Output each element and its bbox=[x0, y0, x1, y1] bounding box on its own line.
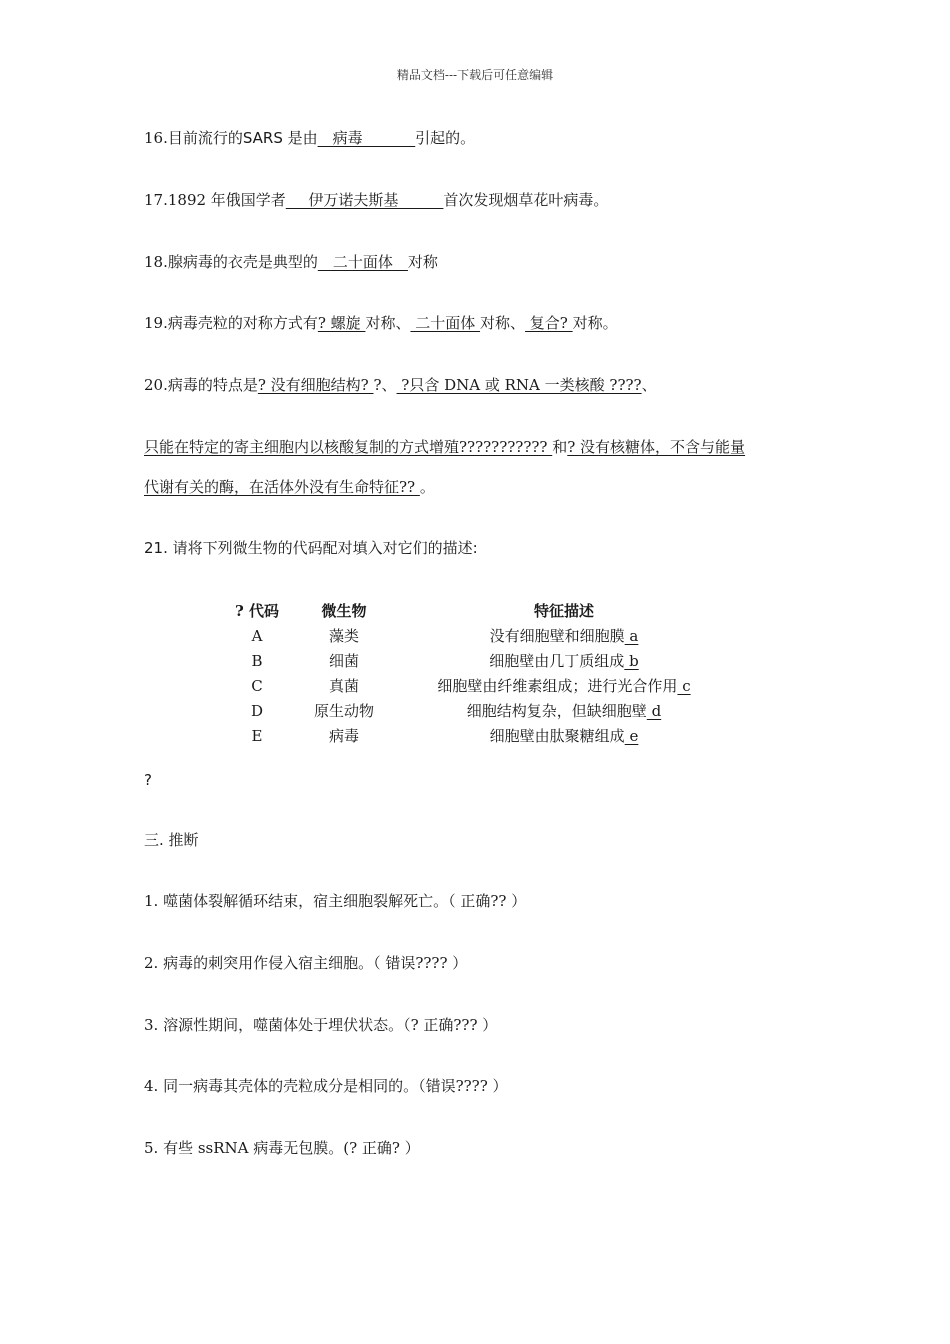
desc-answer: b bbox=[624, 652, 639, 670]
row-description bbox=[394, 623, 734, 648]
table-row bbox=[220, 698, 734, 723]
q20-answer-5-cont: 代谢有关的酶，在活体外没有生命特征?? bbox=[144, 478, 420, 496]
desc-text: 细胞壁由肽聚糖组成 bbox=[489, 727, 625, 745]
page-header: 精品文档---下载后可任意编辑 bbox=[396, 68, 554, 82]
table-row bbox=[220, 623, 734, 648]
row-code: E bbox=[251, 726, 263, 745]
row-code: B bbox=[251, 651, 263, 670]
q19-answer-3: 复合? bbox=[525, 314, 573, 332]
q20-sep-2: 、 bbox=[641, 376, 657, 394]
row-microbe: 细菌 bbox=[328, 652, 359, 670]
row-description bbox=[394, 673, 734, 698]
row-microbe: 藻类 bbox=[328, 627, 359, 645]
q19-answer-1: ? 螺旋 bbox=[317, 314, 366, 332]
q20-prefix: 20.病毒的特点是 bbox=[144, 376, 258, 394]
q18-prefix: 18.腺病毒的衣壳是典型的 bbox=[144, 253, 318, 271]
question-18 bbox=[144, 252, 438, 272]
q16-suffix: 引起的。 bbox=[415, 129, 476, 147]
q16-mid: 是由 bbox=[282, 129, 318, 147]
q19-sep-2: 对称、 bbox=[480, 314, 526, 332]
table-row bbox=[220, 673, 734, 698]
q16-answer: __病毒_______ bbox=[317, 129, 416, 147]
question-17 bbox=[144, 190, 608, 210]
question-mark: ? bbox=[144, 771, 152, 789]
section-3-title: 三. 推断 bbox=[144, 831, 199, 849]
table-row bbox=[220, 723, 734, 748]
table-row bbox=[220, 648, 734, 673]
row-code: A bbox=[251, 626, 263, 645]
desc-answer: d bbox=[646, 702, 662, 720]
judge-item-2: 2. 病毒的刺突用作侵入宿主细胞。（ 错误???? ） bbox=[144, 954, 468, 972]
desc-answer: c bbox=[677, 677, 691, 695]
microbe-table bbox=[220, 598, 734, 748]
row-description bbox=[394, 648, 734, 673]
question-20-line-2 bbox=[144, 437, 745, 457]
row-microbe: 病毒 bbox=[328, 727, 359, 745]
q17-answer: ___伊万诺夫斯基______ bbox=[285, 191, 444, 209]
judge-item-4: 4. 同一病毒其壳体的壳粒成分是相同的。（错误???? ） bbox=[144, 1077, 508, 1095]
row-code: D bbox=[250, 701, 264, 720]
q18-suffix: 对称 bbox=[407, 253, 438, 271]
q20-end: 。 bbox=[419, 478, 435, 496]
q20-answer-1: ? 没有细胞结构? bbox=[257, 376, 374, 394]
judge-item-1: 1. 噬菌体裂解循环结束，宿主细胞裂解死亡。（ 正确?? ） bbox=[144, 892, 527, 910]
judge-item-5: 5. 有些 ssRNA 病毒无包膜。(? 正确? ） bbox=[144, 1139, 420, 1157]
q19-answer-2: 二十面体 bbox=[410, 314, 481, 332]
desc-text: 细胞结构复杂，但缺细胞壁 bbox=[466, 702, 647, 720]
q16-prefix: 16.目前流行的 bbox=[144, 129, 243, 147]
row-microbe: 原生动物 bbox=[313, 702, 374, 720]
table-header-row bbox=[220, 598, 734, 623]
desc-answer: a bbox=[624, 627, 639, 645]
row-description bbox=[394, 698, 734, 723]
q20-answer-3: ???? bbox=[609, 376, 642, 394]
question-16 bbox=[144, 128, 475, 148]
desc-text: 细胞壁由纤维素组成；进行光合作用 bbox=[437, 677, 678, 695]
col-header-code: ? 代码 bbox=[234, 602, 279, 620]
q19-suffix: 对称。 bbox=[572, 314, 618, 332]
q20-answer-5: ? 没有核糖体，不含与能量 bbox=[567, 438, 746, 456]
desc-text: 没有细胞壁和细胞膜 bbox=[489, 627, 625, 645]
row-microbe: 真菌 bbox=[328, 677, 359, 695]
q18-answer: __二十面体__ bbox=[317, 253, 408, 271]
q19-sep-1: 对称、 bbox=[365, 314, 411, 332]
col-header-description: 特征描述 bbox=[533, 602, 594, 620]
question-20-line-3 bbox=[144, 477, 435, 497]
row-description bbox=[394, 723, 734, 748]
q17-suffix: 首次发现烟草花叶病毒。 bbox=[443, 191, 609, 209]
q20-and: 和 bbox=[552, 438, 568, 456]
question-21: 21. 请将下列微生物的代码配对填入对它们的描述: bbox=[144, 539, 478, 557]
col-header-microbe: 微生物 bbox=[321, 602, 367, 620]
q20-sep-1: ?、 bbox=[373, 376, 397, 394]
q16-sars: SARS bbox=[242, 129, 283, 147]
question-19 bbox=[144, 313, 618, 333]
row-code: C bbox=[251, 676, 263, 695]
q17-prefix: 17.1892 年俄国学者 bbox=[144, 191, 286, 209]
question-20 bbox=[144, 375, 657, 395]
q20-answer-2: ?只含 DNA 或 RNA 一类核酸 bbox=[396, 376, 610, 394]
desc-text: 细胞壁由几丁质组成 bbox=[489, 652, 625, 670]
judge-item-3: 3. 溶源性期间，噬菌体处于埋伏状态。（? 正确??? ） bbox=[144, 1016, 498, 1034]
q19-prefix: 19.病毒壳粒的对称方式有 bbox=[144, 314, 318, 332]
desc-answer: e bbox=[624, 727, 639, 745]
q20-answer-4: 只能在特定的寄主细胞内以核酸复制的方式增殖??????????? bbox=[144, 438, 553, 456]
